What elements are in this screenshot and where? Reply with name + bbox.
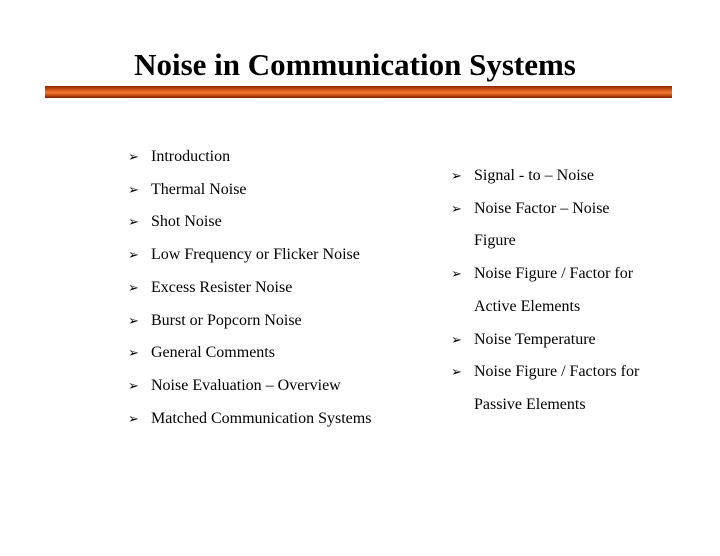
list-item-label: Noise Factor – Noise Figure xyxy=(474,199,610,250)
list-item-label: General Comments xyxy=(151,344,275,362)
arrow-right-icon: ➢ xyxy=(128,377,139,393)
list-item xyxy=(128,272,378,305)
arrow-right-icon: ➢ xyxy=(451,266,462,282)
arrow-right-icon: ➢ xyxy=(128,312,139,328)
list-item-label: Low Frequency or Flicker Noise xyxy=(151,246,360,264)
slide-title: Noise in Communication Systems xyxy=(134,47,576,82)
arrow-right-icon: ➢ xyxy=(128,345,139,361)
list-item xyxy=(451,356,651,421)
list-item xyxy=(128,337,378,370)
title-underline-bar xyxy=(45,86,672,98)
list-item-label: Noise Temperature xyxy=(474,330,596,348)
list-item xyxy=(128,141,378,174)
list-item xyxy=(451,193,651,258)
list-item-label: Noise Figure / Factors for Passive Elements xyxy=(474,363,640,413)
list-item-label: Excess Resister Noise xyxy=(151,278,293,296)
arrow-right-icon: ➢ xyxy=(128,214,139,230)
list-item-label: Burst or Popcorn Noise xyxy=(151,311,302,329)
arrow-right-icon: ➢ xyxy=(128,279,139,295)
arrow-right-icon: ➢ xyxy=(128,149,139,164)
list-item xyxy=(128,305,378,338)
list-item xyxy=(128,239,378,272)
list-item-label: Noise Evaluation – Overview xyxy=(151,376,341,394)
list-item xyxy=(128,174,378,207)
list-item xyxy=(451,160,651,193)
arrow-right-icon: ➢ xyxy=(128,410,139,426)
arrow-right-icon: ➢ xyxy=(128,247,139,263)
list-item-label: Introduction xyxy=(151,148,231,165)
list-item xyxy=(451,324,651,357)
list-item xyxy=(128,370,378,403)
arrow-right-icon: ➢ xyxy=(451,200,462,216)
list-item xyxy=(451,258,651,323)
arrow-right-icon: ➢ xyxy=(451,364,462,380)
list-item xyxy=(128,206,378,239)
list-item xyxy=(128,403,378,436)
arrow-right-icon: ➢ xyxy=(451,331,462,347)
left-topic-list xyxy=(128,141,378,435)
list-item-label: Matched Communication Systems xyxy=(151,409,372,427)
list-item-label: Signal - to – Noise xyxy=(474,167,594,184)
right-topic-list xyxy=(451,160,651,422)
arrow-right-icon: ➢ xyxy=(128,181,139,197)
list-item-label: Shot Noise xyxy=(151,213,222,231)
arrow-right-icon: ➢ xyxy=(451,168,462,183)
list-item-label: Thermal Noise xyxy=(151,180,247,198)
list-item-label: Noise Figure / Factor for Active Elements xyxy=(474,265,634,315)
